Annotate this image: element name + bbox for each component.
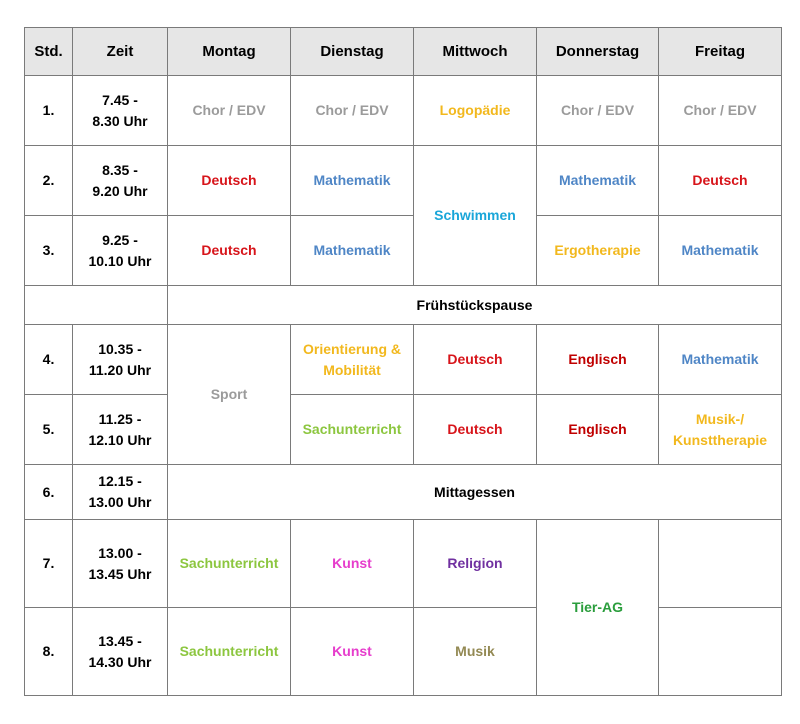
time-start: 11.25 - [98, 410, 142, 427]
header-zeit: Zeit [73, 28, 168, 76]
cell-donnerstag: Mathematik [537, 146, 659, 216]
cell-donnerstag: Chor / EDV [537, 76, 659, 146]
table-row [25, 465, 782, 520]
period-time [73, 520, 168, 608]
period-time [73, 608, 168, 696]
table-row [25, 395, 782, 465]
time-start: 7.45 - [102, 91, 138, 108]
cell-freitag: Chor / EDV [659, 76, 782, 146]
cell-freitag: Deutsch [659, 146, 782, 216]
cell-freitag: Mathematik [659, 216, 782, 286]
period-number: 5. [25, 395, 73, 465]
time-end: 9.20 Uhr [92, 182, 148, 199]
period-number: 6. [25, 465, 73, 520]
period-time [73, 216, 168, 286]
cell-donnerstag: Englisch [537, 325, 659, 395]
time-start: 12.15 - [98, 473, 142, 489]
table-row-break [25, 286, 782, 325]
cell-montag: Deutsch [168, 146, 291, 216]
cell-montag: Deutsch [168, 216, 291, 286]
time-start: 9.25 - [102, 231, 138, 248]
cell-freitag [659, 520, 782, 608]
period-time [73, 465, 168, 520]
time-end: 11.20 Uhr [88, 361, 152, 378]
cell-mittwoch: Musik [414, 608, 537, 696]
header-donnerstag: Donnerstag [537, 28, 659, 76]
period-number: 8. [25, 608, 73, 696]
period-number: 7. [25, 520, 73, 608]
period-time [73, 146, 168, 216]
cell-donnerstag-merged: Tier-AG [537, 520, 659, 696]
cell-donnerstag: Ergotherapie [537, 216, 659, 286]
cell-dienstag: Sachunterricht [291, 395, 414, 465]
cell-mittwoch: Deutsch [414, 395, 537, 465]
time-start: 13.00 - [98, 544, 142, 561]
time-end: 8.30 Uhr [92, 112, 148, 129]
break-empty-cell [25, 286, 168, 325]
time-end: 13.45 Uhr [88, 565, 152, 582]
cell-freitag: Mathematik [659, 325, 782, 395]
time-end: 14.30 Uhr [88, 653, 152, 670]
period-number: 1. [25, 76, 73, 146]
period-number: 2. [25, 146, 73, 216]
cell-mittwoch: Deutsch [414, 325, 537, 395]
cell-freitag [659, 395, 782, 465]
cell-line: Kunsttherapie [672, 431, 768, 448]
cell-mittwoch: Logopädie [414, 76, 537, 146]
cell-mittwoch-merged: Schwimmen [414, 146, 537, 286]
period-time [73, 76, 168, 146]
break-label: Frühstückspause [168, 286, 782, 325]
header-freitag: Freitag [659, 28, 782, 76]
cell-montag: Sachunterricht [168, 608, 291, 696]
cell-montag: Sachunterricht [168, 520, 291, 608]
time-end: 10.10 Uhr [88, 252, 152, 269]
table-row [25, 216, 782, 286]
cell-line: Mobilität [323, 361, 381, 378]
period-number: 3. [25, 216, 73, 286]
cell-dienstag: Mathematik [291, 146, 414, 216]
header-row [25, 28, 782, 76]
time-end: 12.10 Uhr [88, 431, 152, 448]
cell-donnerstag: Englisch [537, 395, 659, 465]
cell-dienstag: Kunst [291, 520, 414, 608]
cell-freitag [659, 608, 782, 696]
cell-dienstag: Kunst [291, 608, 414, 696]
header-mittwoch: Mittwoch [414, 28, 537, 76]
cell-dienstag [291, 325, 414, 395]
table-row [25, 146, 782, 216]
cell-montag-merged: Sport [168, 325, 291, 465]
table-row [25, 325, 782, 395]
header-dienstag: Dienstag [291, 28, 414, 76]
table-row [25, 608, 782, 696]
cell-line: Musik-/ [695, 410, 745, 427]
time-start: 13.45 - [98, 632, 142, 649]
cell-dienstag: Mathematik [291, 216, 414, 286]
time-start: 8.35 - [102, 161, 138, 178]
table-row [25, 76, 782, 146]
timetable [24, 27, 782, 696]
period-number: 4. [25, 325, 73, 395]
header-std: Std. [25, 28, 73, 76]
cell-dienstag: Chor / EDV [291, 76, 414, 146]
time-start: 10.35 - [98, 340, 142, 357]
cell-montag: Chor / EDV [168, 76, 291, 146]
cell-line: Orientierung & [302, 340, 401, 357]
period-time [73, 395, 168, 465]
cell-mittwoch: Religion [414, 520, 537, 608]
time-end: 13.00 Uhr [88, 494, 152, 510]
timetable-container [24, 27, 782, 696]
table-row [25, 520, 782, 608]
period-time [73, 325, 168, 395]
header-montag: Montag [168, 28, 291, 76]
lunch-label: Mittagessen [168, 465, 782, 520]
